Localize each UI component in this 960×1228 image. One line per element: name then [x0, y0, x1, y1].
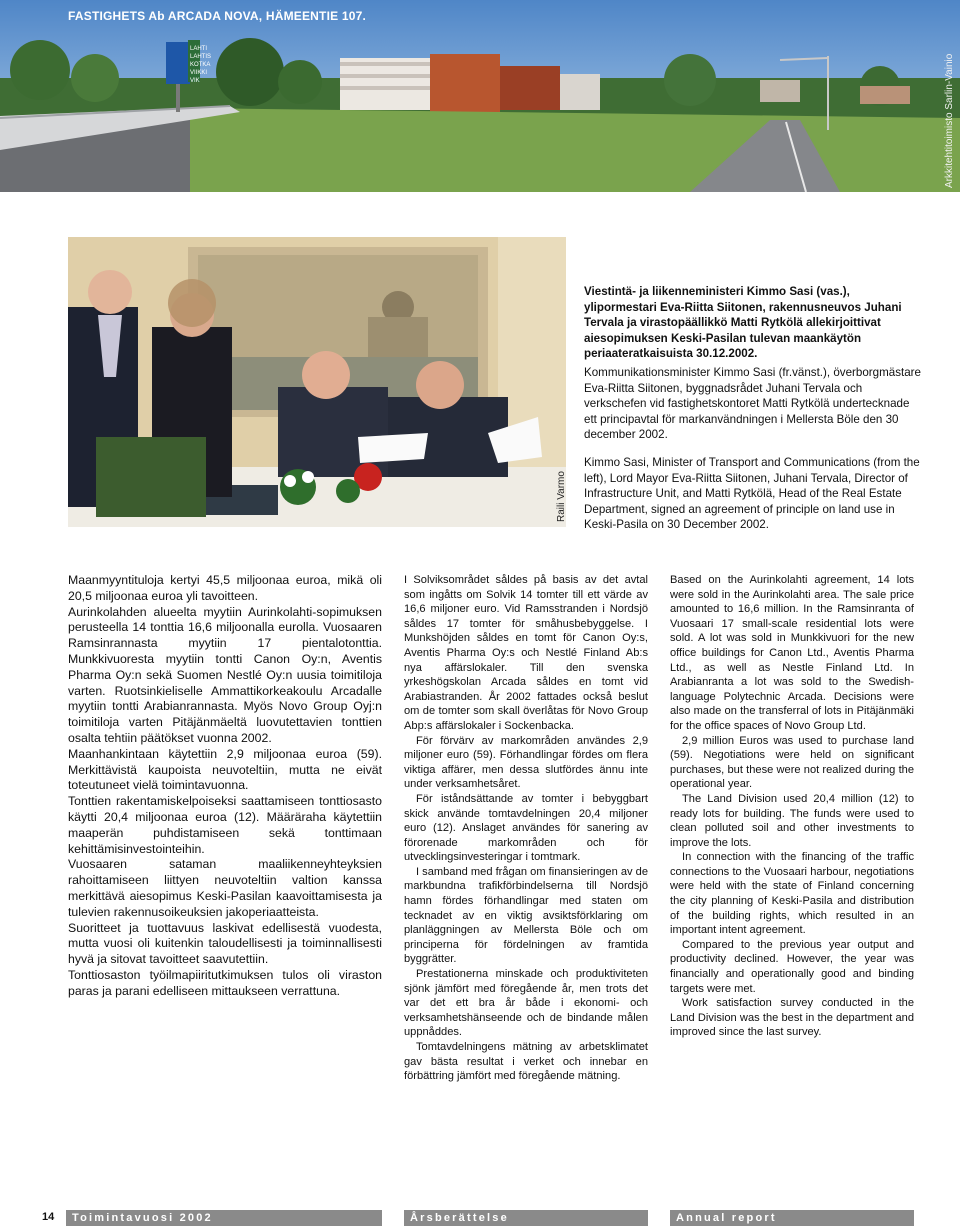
footer-bar-finnish: Toimintavuosi 2002	[66, 1210, 382, 1226]
paragraph-fi-6: Suoritteet ja tuottavuus laskivat edellisestä vuodesta, mutta vuosi oli kuitenkin taloudellisesti ja toiminnallisesti hyvä ja sitovat tavoitteet saavutettiin.	[68, 920, 382, 967]
paragraph-sv-6: Tomtavdelningens mätning av arbetsklimatet gav bästa resultat i verket och innebar en förbättring jämfört med föregående mätning.	[404, 1041, 648, 1083]
paragraph-sv-1: I Solviksområdet såldes på basis av det avtal som ingåtts om Solvik 14 tomter till ett värde av 16,6 miljoner euro. Vid Ramsstranden i Nordsjö såldes 17 tomter för småhusbebyggelse. I Munkshöjden såldes en tomt för Canon Oy:s, Aventis Pharma Oy:s och Nestlé Finland Ab:s nya affärslokaler. Till den svenska yrkeshögskolan Arcada såldes en tomt vid Arabiastranden. År 2002 fattades också beslut om de tomter som skall överlåtas för Novo Group Abp:s affärslokaler i Sockenbacka.	[404, 574, 648, 732]
paragraph-sv-5: Prestationerna minskade och produktiviteten sjönk jämfört med föregående år, men trots det var det ett bra år både i ekonomi- och verksamhetshänseende och de bindande målen uppnåddes.	[404, 968, 648, 1039]
paragraph-en-4: In connection with the financing of the traffic connections to the Vuosaari harbour, negotiations were held with the state of Finland concerning the city planning of Keski-Pasila and distribution of the building rights, which resulted in an important intent agreement.	[670, 851, 914, 937]
paragraph-sv-2: För förvärv av markområden användes 2,9 miljoner euro (59). Förhandlingar fördes om flera viktiga affärer, men dessa slutfördes ännu inte under verksamhetsåret.	[404, 734, 648, 791]
signing-ceremony-illustration	[68, 237, 566, 527]
road-sign-text: VIIKKI	[190, 70, 208, 76]
road-sign-text: LAHTI	[190, 46, 208, 52]
body-column-english	[670, 573, 914, 1040]
paragraph-fi-4: Tonttien rakentamiskelpoiseksi saattamiseen tonttiosasto käytti 20,4 miljoonaa euroa (12). Määräraha käytettiin maaperän puhdistamiseen sekä tonttimaan kehittämisinvestointeihin.	[68, 794, 382, 856]
paragraph-fi-1: Maanmyyntituloja kertyi 45,5 miljoonaa euroa, mikä oli 20,5 miljoonaa euroa yli tavoitteen.	[68, 573, 382, 603]
paragraph-fi-7: Tonttiosaston työilmapiiritutkimuksen tulos oli viraston paras ja parani edelliseen mittaukseen verrattuna.	[68, 967, 382, 998]
paragraph-en-3: The Land Division used 20,4 million (12) to ready lots for building. The funds were used to clean polluted soil and other investments to improve the lots.	[670, 792, 914, 849]
paragraph-en-2: 2,9 million Euros was used to purchase land (59). Negotiations were held on significant purchases, but these were not realized during the operational year.	[670, 734, 914, 791]
photo-credit-meeting: Raili Varmo	[556, 471, 567, 522]
caption-swedish: Kommunikationsminister Kimmo Sasi (fr.vänst.), överborgmästare Eva-Riitta Siitonen, byggnadsrådet Juhani Tervala och verkschefen vid fastighetskontoret Matti Rytkölä undertecknade ett principavtal för markanvändningen i Mellersta Böle den 30 december 2002.	[584, 366, 921, 442]
caption-english: Kimmo Sasi, Minister of Transport and Communications (from the left), Lord Mayor Eva-Riitta Siitonen, Juhani Tervala, Director of Infrastructure Unit, and Matti Rytkölä, Head of the Real Estate Department, signed an agreement of principle on land use in Keski-Pasila on 30 December 2002.	[584, 456, 920, 532]
signing-ceremony-photo	[68, 237, 566, 527]
road-sign-text: KOTKA	[190, 62, 211, 68]
body-column-finnish	[68, 573, 382, 1000]
paragraph-sv-4: I samband med frågan om finansieringen av de markbundna trafikförbindelserna till Nordsjö hamn fördes förhandlingar med staten om tecknadet av en viktig avsiktsförklaring om planläggningen av Mellersta Böle och om principerna för fördelningen av framtida byggrätter.	[404, 865, 648, 966]
paragraph-en-1: Based on the Aurinkolahti agreement, 14 lots were sold in the Aurinkolahti area. The sale price amounted to 16,6 million. In the Ramsinranta of Vuosaari 17 small-scale residential lots were sold. A lot was sold in Munkkivuori for the new office buildings for Canon Ltd., Aventis Pharma Ltd., as well as Nestle Finland Ltd. In Arabianranta a lot was sold to the Swedish-language Polytechnic Arcada. Decisions were also made on the transferral of lots in Pitäjänmäki for the office spaces of Novo Group Ltd.	[670, 574, 914, 732]
body-column-swedish	[404, 573, 648, 1084]
paragraph-fi-2: Aurinkolahden alueelta myytiin Aurinkolahti-sopimuksen perusteella 14 tonttia 16,6 miljoonalla eurolla. Vuosaaren Ramsinrannasta myytiin 17 pientalotonttia. Munkkivuoresta myytiin tontti Canon Oy:n, Aventis Pharma Oy:n sekä Suomen Nestlé Oy:n uusia toimitiloja varten. Ruotsinkieliselle Ammattikorkeakoulu Arcadalle myytiin tontti Arabianrannasta. Myös Novo Group Oyj:n toimitiloja varten Pitäjänmäeltä luovutettavien tonttien osalta tehtiin päätökset vuonna 2002.	[68, 604, 382, 745]
paragraph-fi-3: Maanhankintaan käytettiin 2,9 miljoonaa euroa (59). Merkittävistä kaupoista neuvoteltiin, mutta ne eivät toteutuneet vielä toimintavuonna.	[68, 746, 382, 793]
footer-bar-swedish: Årsberättelse	[404, 1210, 648, 1226]
arcada-nova-photo	[0, 0, 960, 192]
road-sign-text: VIK	[190, 78, 200, 84]
photo-caption-top: FASTIGHETS Ab ARCADA NOVA, HÄMEENTIE 107.	[68, 9, 367, 23]
paragraph-fi-5: Vuosaaren sataman maaliikenneyhteyksien rahoittamiseen liittyen neuvoteltiin valtion kanssa merkittävä aiesopimus Keski-Pasilan kaavoittamisesta ja tulevien rakennusoikeuksien jakoperiaatteista.	[68, 857, 382, 919]
page-number: 14	[42, 1211, 55, 1223]
road-sign-text: LAHTIS	[190, 54, 212, 60]
page-footer	[0, 1210, 960, 1228]
footer-bar-english: Annual report	[670, 1210, 914, 1226]
photo-credit-top: Arkkitehtitoimisto Sarlin-Vainio	[944, 53, 955, 188]
arcada-nova-illustration	[0, 0, 960, 192]
paragraph-en-6: Work satisfaction survey conducted in the Land Division was the best in the department and improved since the last survey.	[670, 997, 914, 1039]
paragraph-en-5: Compared to the previous year output and productivity declined. However, the year was financially and operationally good and binding targets were met.	[670, 938, 914, 995]
paragraph-sv-3: För iståndsättande av tomter i bebyggbart skick använde tomtavdelningen 20,4 miljoner euro (12). Anslaget användes för sanering av förorenade markområden och för utvecklingsinvesteringar i tomtmark.	[404, 792, 648, 864]
caption-finnish: Viestintä- ja liikenneministeri Kimmo Sasi (vas.), ylipormestari Eva-Riitta Siitonen, rakennusneuvos Juhani Tervala ja virastopäällikkö Matti Rytkölä allekirjoittivat aiesopimuksen Keski-Pasilan tulevan maankäytön periaateratkaisuista 30.12.2002.	[584, 285, 902, 361]
